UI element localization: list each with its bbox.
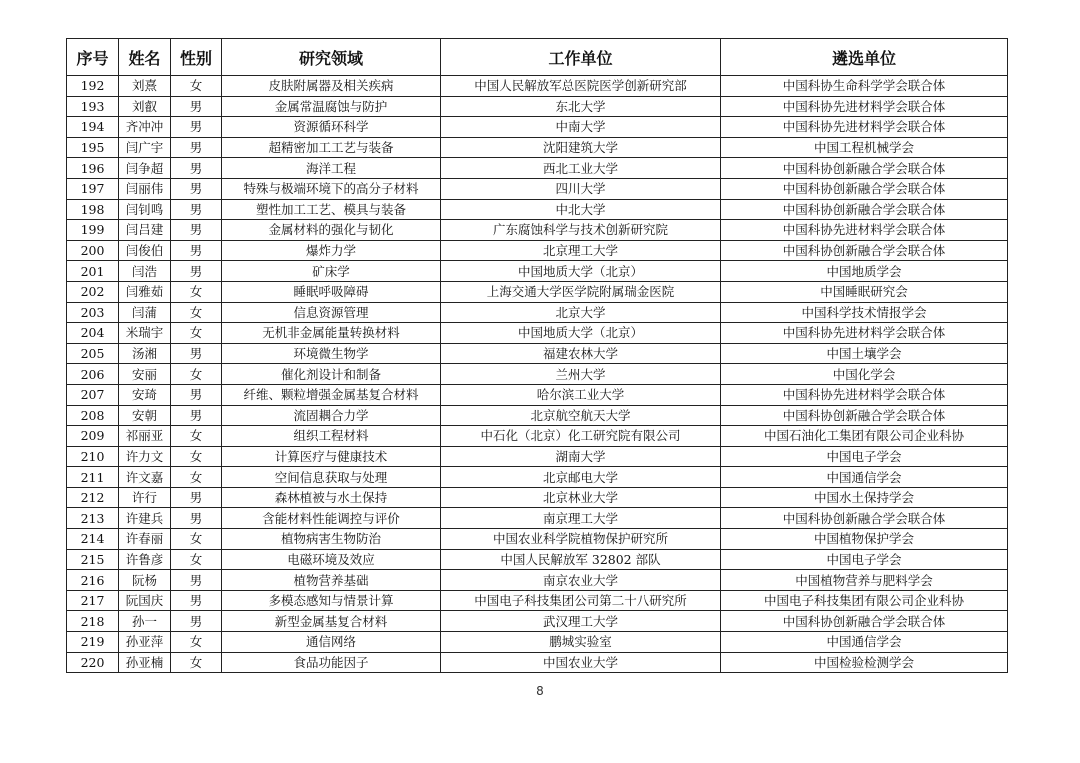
cell-research-field: 植物病害生物防治 [222,529,441,550]
table-row [67,405,1008,426]
cell-index: 213 [67,508,119,529]
cell-gender: 男 [171,261,222,282]
cell-work-unit: 中国人民解放军总医院医学创新研究部 [441,76,721,97]
cell-work-unit: 中国人民解放军 32802 部队 [441,549,721,570]
cell-index: 206 [67,364,119,385]
cell-gender: 男 [171,611,222,632]
table-row [67,549,1008,570]
table-row [67,384,1008,405]
cell-index: 193 [67,96,119,117]
table-row [67,178,1008,199]
cell-gender: 男 [171,199,222,220]
cell-name: 闫俊伯 [119,240,171,261]
cell-selection-unit: 中国科协创新融合学会联合体 [721,611,1008,632]
cell-selection-unit: 中国科协创新融合学会联合体 [721,199,1008,220]
cell-selection-unit: 中国科协创新融合学会联合体 [721,508,1008,529]
cell-gender: 女 [171,549,222,570]
cell-index: 196 [67,158,119,179]
cell-name: 刘熹 [119,76,171,97]
cell-gender: 女 [171,529,222,550]
table-row [67,590,1008,611]
cell-work-unit: 东北大学 [441,96,721,117]
cell-work-unit: 南京农业大学 [441,570,721,591]
cell-selection-unit: 中国科协创新融合学会联合体 [721,405,1008,426]
cell-name: 祁丽亚 [119,426,171,447]
cell-selection-unit: 中国科学技术情报学会 [721,302,1008,323]
cell-work-unit: 南京理工大学 [441,508,721,529]
cell-work-unit: 哈尔滨工业大学 [441,384,721,405]
cell-name: 许文嘉 [119,467,171,488]
cell-index: 200 [67,240,119,261]
cell-selection-unit: 中国电子学会 [721,446,1008,467]
table-row [67,652,1008,673]
cell-work-unit: 中南大学 [441,117,721,138]
cell-research-field: 金属常温腐蚀与防护 [222,96,441,117]
cell-gender: 男 [171,508,222,529]
cell-index: 207 [67,384,119,405]
cell-research-field: 特殊与极端环境下的高分子材料 [222,178,441,199]
cell-work-unit: 中国地质大学（北京） [441,261,721,282]
header-work-unit: 工作单位 [441,39,721,76]
cell-work-unit: 鹏城实验室 [441,632,721,653]
cell-index: 216 [67,570,119,591]
cell-gender: 女 [171,323,222,344]
cell-name: 许鲁彦 [119,549,171,570]
table-row [67,158,1008,179]
cell-selection-unit: 中国水土保持学会 [721,487,1008,508]
cell-selection-unit: 中国科协先进材料学会联合体 [721,117,1008,138]
table-row [67,467,1008,488]
cell-research-field: 信息资源管理 [222,302,441,323]
cell-name: 齐冲冲 [119,117,171,138]
cell-research-field: 计算医疗与健康技术 [222,446,441,467]
cell-gender: 男 [171,96,222,117]
table-row [67,76,1008,97]
cell-research-field: 电磁环境及效应 [222,549,441,570]
cell-work-unit: 中国农业大学 [441,652,721,673]
header-gender: 性别 [171,39,222,76]
cell-selection-unit: 中国科协先进材料学会联合体 [721,220,1008,241]
cell-name: 米瑞宇 [119,323,171,344]
cell-selection-unit: 中国土壤学会 [721,343,1008,364]
cell-name: 闫蒲 [119,302,171,323]
cell-name: 许春丽 [119,529,171,550]
table-row [67,508,1008,529]
table-row [67,240,1008,261]
cell-index: 212 [67,487,119,508]
cell-selection-unit: 中国科协生命科学学会联合体 [721,76,1008,97]
cell-work-unit: 中石化（北京）化工研究院有限公司 [441,426,721,447]
cell-research-field: 森林植被与水土保持 [222,487,441,508]
cell-index: 217 [67,590,119,611]
cell-work-unit: 北京大学 [441,302,721,323]
cell-research-field: 塑性加工工艺、模具与装备 [222,199,441,220]
table-row [67,364,1008,385]
table-row [67,220,1008,241]
cell-work-unit: 武汉理工大学 [441,611,721,632]
cell-name: 安丽 [119,364,171,385]
cell-selection-unit: 中国科协先进材料学会联合体 [721,323,1008,344]
cell-selection-unit: 中国电子科技集团有限公司企业科协 [721,590,1008,611]
header-research-field: 研究领域 [222,39,441,76]
table-row [67,426,1008,447]
cell-gender: 男 [171,178,222,199]
cell-name: 闫浩 [119,261,171,282]
cell-gender: 男 [171,117,222,138]
cell-name: 孙亚萍 [119,632,171,653]
cell-work-unit: 中北大学 [441,199,721,220]
cell-selection-unit: 中国通信学会 [721,467,1008,488]
cell-index: 197 [67,178,119,199]
table-row [67,199,1008,220]
cell-work-unit: 福建农林大学 [441,343,721,364]
cell-work-unit: 北京理工大学 [441,240,721,261]
table-row [67,281,1008,302]
cell-research-field: 爆炸力学 [222,240,441,261]
cell-gender: 女 [171,426,222,447]
table-row [67,117,1008,138]
cell-work-unit: 北京林业大学 [441,487,721,508]
cell-index: 201 [67,261,119,282]
candidate-table [66,38,1008,673]
cell-research-field: 通信网络 [222,632,441,653]
cell-selection-unit: 中国石油化工集团有限公司企业科协 [721,426,1008,447]
table-row [67,137,1008,158]
cell-selection-unit: 中国电子学会 [721,549,1008,570]
cell-index: 208 [67,405,119,426]
cell-gender: 男 [171,220,222,241]
cell-index: 210 [67,446,119,467]
cell-work-unit: 上海交通大学医学院附属瑞金医院 [441,281,721,302]
cell-name: 闫丽伟 [119,178,171,199]
cell-name: 安琦 [119,384,171,405]
cell-selection-unit: 中国化学会 [721,364,1008,385]
cell-index: 204 [67,323,119,344]
cell-work-unit: 中国电子科技集团公司第二十八研究所 [441,590,721,611]
header-index: 序号 [67,39,119,76]
table-row [67,261,1008,282]
cell-index: 195 [67,137,119,158]
cell-research-field: 组织工程材料 [222,426,441,447]
cell-name: 孙一 [119,611,171,632]
cell-gender: 女 [171,281,222,302]
cell-work-unit: 中国农业科学院植物保护研究所 [441,529,721,550]
cell-research-field: 海洋工程 [222,158,441,179]
page-number: 8 [536,684,544,698]
table-row [67,570,1008,591]
cell-work-unit: 西北工业大学 [441,158,721,179]
cell-gender: 女 [171,446,222,467]
cell-research-field: 环境微生物学 [222,343,441,364]
cell-gender: 女 [171,76,222,97]
table-row [67,529,1008,550]
cell-work-unit: 广东腐蚀科学与技术创新研究院 [441,220,721,241]
header-name: 姓名 [119,39,171,76]
cell-research-field: 多模态感知与情景计算 [222,590,441,611]
cell-selection-unit: 中国科协先进材料学会联合体 [721,96,1008,117]
cell-index: 211 [67,467,119,488]
cell-index: 218 [67,611,119,632]
cell-work-unit: 四川大学 [441,178,721,199]
cell-index: 202 [67,281,119,302]
table-row [67,96,1008,117]
cell-research-field: 睡眠呼吸障碍 [222,281,441,302]
cell-selection-unit: 中国工程机械学会 [721,137,1008,158]
cell-work-unit: 北京邮电大学 [441,467,721,488]
cell-selection-unit: 中国科协创新融合学会联合体 [721,178,1008,199]
cell-name: 闫争超 [119,158,171,179]
cell-index: 219 [67,632,119,653]
cell-research-field: 空间信息获取与处理 [222,467,441,488]
cell-work-unit: 中国地质大学（北京） [441,323,721,344]
cell-name: 许建兵 [119,508,171,529]
cell-research-field: 无机非金属能量转换材料 [222,323,441,344]
cell-index: 209 [67,426,119,447]
cell-gender: 男 [171,487,222,508]
cell-gender: 男 [171,570,222,591]
cell-research-field: 纤维、颗粒增强金属基复合材料 [222,384,441,405]
cell-research-field: 含能材料性能调控与评价 [222,508,441,529]
cell-name: 孙亚楠 [119,652,171,673]
cell-selection-unit: 中国检验检测学会 [721,652,1008,673]
cell-work-unit: 北京航空航天大学 [441,405,721,426]
table-header-row [67,39,1008,76]
cell-gender: 男 [171,240,222,261]
cell-selection-unit: 中国通信学会 [721,632,1008,653]
cell-name: 安朝 [119,405,171,426]
cell-work-unit: 湖南大学 [441,446,721,467]
cell-research-field: 金属材料的强化与韧化 [222,220,441,241]
cell-name: 刘叡 [119,96,171,117]
table-row [67,343,1008,364]
cell-index: 214 [67,529,119,550]
cell-gender: 女 [171,302,222,323]
header-selection-unit: 遴选单位 [721,39,1008,76]
table-row [67,487,1008,508]
cell-research-field: 流固耦合力学 [222,405,441,426]
cell-index: 198 [67,199,119,220]
table-row [67,446,1008,467]
cell-name: 阮杨 [119,570,171,591]
cell-research-field: 皮肤附属器及相关疾病 [222,76,441,97]
table-row [67,632,1008,653]
cell-selection-unit: 中国科协创新融合学会联合体 [721,240,1008,261]
cell-gender: 女 [171,632,222,653]
cell-research-field: 植物营养基础 [222,570,441,591]
cell-selection-unit: 中国科协先进材料学会联合体 [721,384,1008,405]
table-row [67,611,1008,632]
cell-gender: 女 [171,467,222,488]
cell-gender: 女 [171,652,222,673]
cell-name: 闫吕建 [119,220,171,241]
cell-index: 192 [67,76,119,97]
table-body [67,76,1008,673]
table-row [67,323,1008,344]
cell-selection-unit: 中国植物保护学会 [721,529,1008,550]
cell-selection-unit: 中国植物营养与肥料学会 [721,570,1008,591]
cell-index: 205 [67,343,119,364]
cell-research-field: 超精密加工工艺与装备 [222,137,441,158]
cell-gender: 男 [171,343,222,364]
cell-name: 闫广宇 [119,137,171,158]
cell-gender: 男 [171,137,222,158]
cell-index: 194 [67,117,119,138]
cell-index: 215 [67,549,119,570]
cell-gender: 女 [171,364,222,385]
cell-gender: 男 [171,158,222,179]
cell-research-field: 新型金属基复合材料 [222,611,441,632]
cell-name: 闫钊鸣 [119,199,171,220]
cell-gender: 男 [171,590,222,611]
table-row [67,302,1008,323]
cell-gender: 男 [171,405,222,426]
cell-name: 许力文 [119,446,171,467]
cell-research-field: 矿床学 [222,261,441,282]
cell-gender: 男 [171,384,222,405]
cell-research-field: 食品功能因子 [222,652,441,673]
cell-index: 203 [67,302,119,323]
cell-name: 许行 [119,487,171,508]
cell-selection-unit: 中国科协创新融合学会联合体 [721,158,1008,179]
cell-work-unit: 沈阳建筑大学 [441,137,721,158]
cell-selection-unit: 中国睡眠研究会 [721,281,1008,302]
cell-name: 阮国庆 [119,590,171,611]
cell-index: 199 [67,220,119,241]
cell-work-unit: 兰州大学 [441,364,721,385]
cell-research-field: 催化剂设计和制备 [222,364,441,385]
cell-name: 闫雅茹 [119,281,171,302]
cell-index: 220 [67,652,119,673]
cell-selection-unit: 中国地质学会 [721,261,1008,282]
cell-research-field: 资源循环科学 [222,117,441,138]
cell-name: 汤湘 [119,343,171,364]
